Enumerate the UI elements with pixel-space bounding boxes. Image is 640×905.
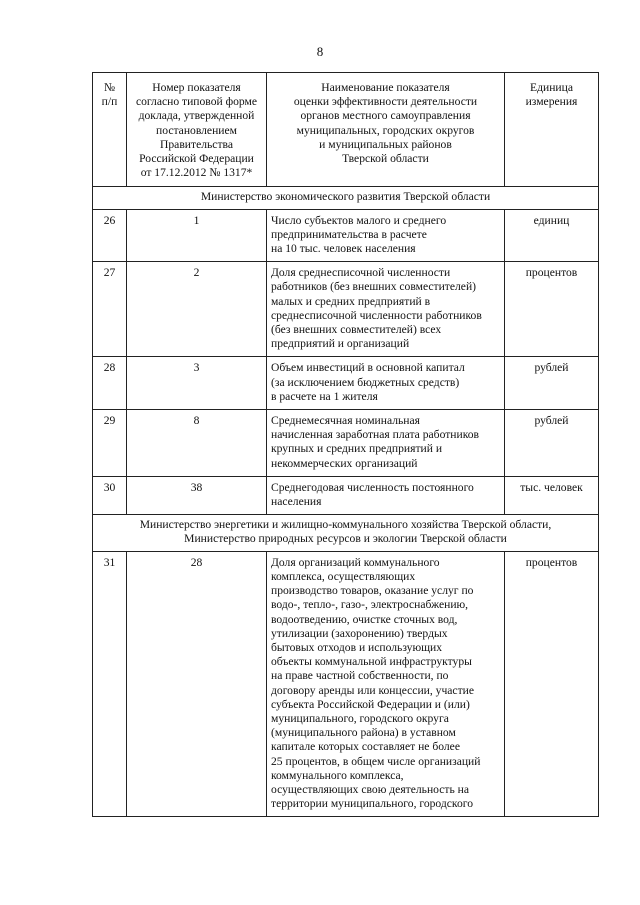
row-indicator-name: Доля организаций коммунального комплекса, осуществляющих производство товаров, оказание услуг по водо-, тепло-, газо-, электроснабжению, водоотведению, очистке сточных вод, утилизации (захоронению) твердых бытовых отходов и использующих объекты коммунальной инфраструктуры на праве частной собственности, по договору аренды или концессии, участие субъекта Российской Федерации и (или) муниципального, городского округа (муниципального района) в уставном капитале которых составляет не более 25 процентов, в общем числе организаций коммунального комплекса, осуществляющих свою деятельность на территории муниципального, городского [267, 551, 505, 817]
header-num: № п/п [93, 73, 127, 187]
row-indicator-number: 38 [127, 476, 267, 514]
row-indicator-name: Среднегодовая численность постоянного населения [267, 476, 505, 514]
row-num: 28 [93, 357, 127, 410]
row-indicator-name: Объем инвестиций в основной капитал (за исключением бюджетных средств) в расчете на 1 жителя [267, 357, 505, 410]
section-title: Министерство энергетики и жилищно-коммунального хозяйства Тверской области, Министерство природных ресурсов и экологии Тверской области [93, 515, 599, 551]
table-row [93, 357, 599, 410]
row-indicator-number: 1 [127, 209, 267, 262]
header-unit: Единица измерения [505, 73, 599, 187]
row-indicator-name: Среднемесячная номинальная начисленная заработная плата работников крупных и средних предприятий и некоммерческих организаций [267, 410, 505, 477]
table-row [93, 410, 599, 477]
section-row-energy [93, 515, 599, 551]
row-indicator-number: 3 [127, 357, 267, 410]
row-indicator-name: Число субъектов малого и среднего предпринимательства в расчете на 10 тыс. человек населения [267, 209, 505, 262]
row-num: 30 [93, 476, 127, 514]
section-title: Министерство экономического развития Тверской области [93, 187, 599, 209]
row-unit: процентов [505, 551, 599, 817]
row-unit: тыс. человек [505, 476, 599, 514]
row-unit: процентов [505, 262, 599, 357]
table-header-row [93, 73, 599, 187]
row-indicator-number: 2 [127, 262, 267, 357]
section-row-economy [93, 187, 599, 209]
table-row [93, 209, 599, 262]
table-row [93, 551, 599, 817]
row-num: 31 [93, 551, 127, 817]
table-row [93, 262, 599, 357]
page-number: 8 [316, 44, 324, 59]
row-unit: рублей [505, 357, 599, 410]
indicators-table [92, 72, 599, 817]
row-indicator-name: Доля среднесписочной численности работников (без внешних совместителей) малых и средних предприятий в среднесписочной численности работников (без внешних совместителей) всех предприятий и организаций [267, 262, 505, 357]
header-indicator-name: Наименование показателя оценки эффективности деятельности органов местного самоуправления муниципальных, городских округов и муниципальных районов Тверской области [267, 73, 505, 187]
table-row [93, 476, 599, 514]
header-indicator-number: Номер показателя согласно типовой форме доклада, утвержденной постановлением Правительства Российской Федерации от 17.12.2012 № 1317* [127, 73, 267, 187]
row-indicator-number: 28 [127, 551, 267, 817]
row-num: 27 [93, 262, 127, 357]
row-indicator-number: 8 [127, 410, 267, 477]
row-unit: рублей [505, 410, 599, 477]
row-num: 26 [93, 209, 127, 262]
row-unit: единиц [505, 209, 599, 262]
row-num: 29 [93, 410, 127, 477]
